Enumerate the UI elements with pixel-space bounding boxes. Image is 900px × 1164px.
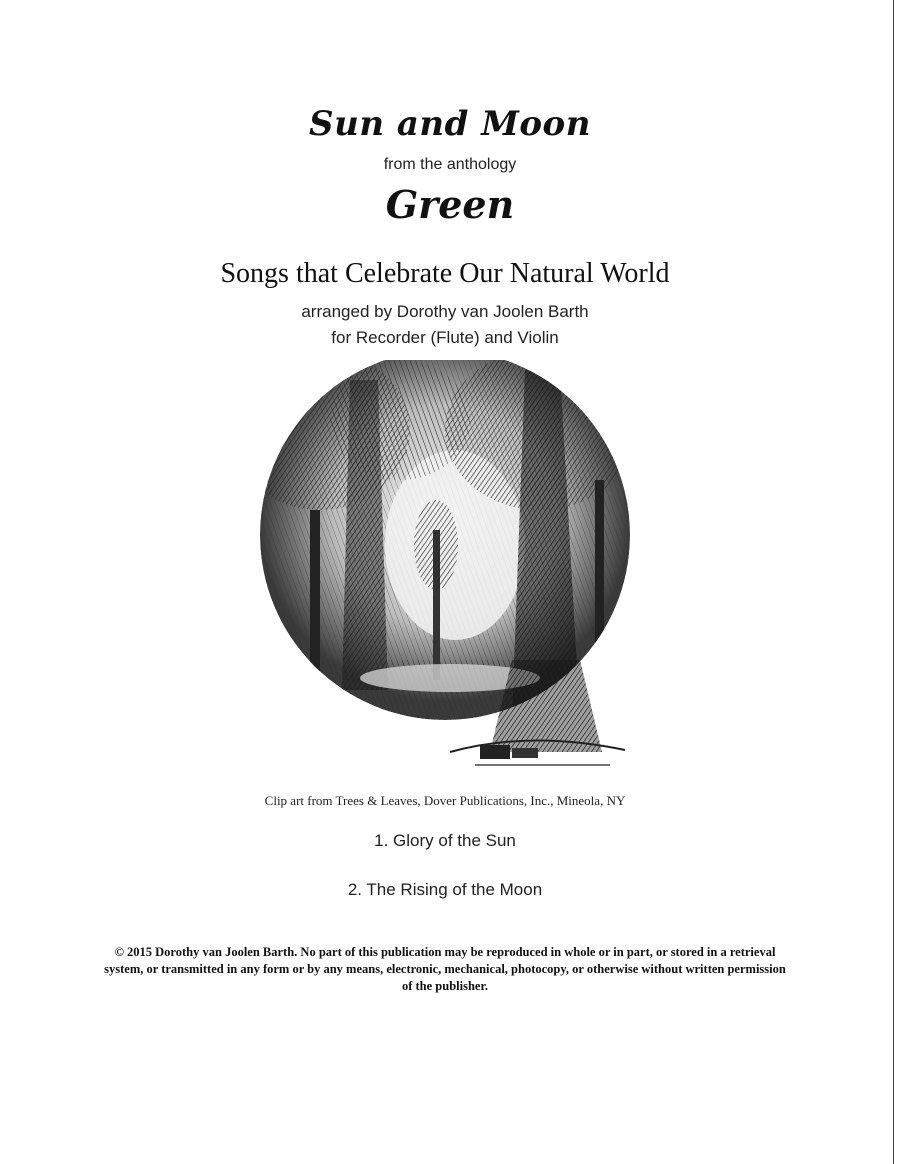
song-item-1: 1. Glory of the Sun [374, 831, 516, 850]
page-edge [893, 0, 894, 1164]
song-item-2: 2. The Rising of the Moon [347, 880, 543, 899]
forest-engraving-icon [250, 360, 640, 780]
from-anthology-text: from the anthology [383, 156, 517, 173]
copyright-notice: © 2015 Dorothy van Joolen Barth. No part of this publication may be reproduced in whole or in part, or stored in a retrieval system, or transmitted in any form or by any means, electronic, mechanical, photocopy, or otherwise without written permission of the publisher. [104, 945, 786, 993]
page-title: Sun and Moon [309, 104, 591, 144]
anthology-subtitle: Songs that Celebrate Our Natural World [220, 258, 670, 289]
anthology-title: Green [385, 182, 515, 227]
clip-art-credit: Clip art from Trees & Leaves, Dover Publications, Inc., Mineola, NY [264, 793, 626, 808]
instrumentation: for Recorder (Flute) and Violin [331, 328, 559, 347]
arranger-credit: arranged by Dorothy van Joolen Barth [301, 302, 589, 321]
